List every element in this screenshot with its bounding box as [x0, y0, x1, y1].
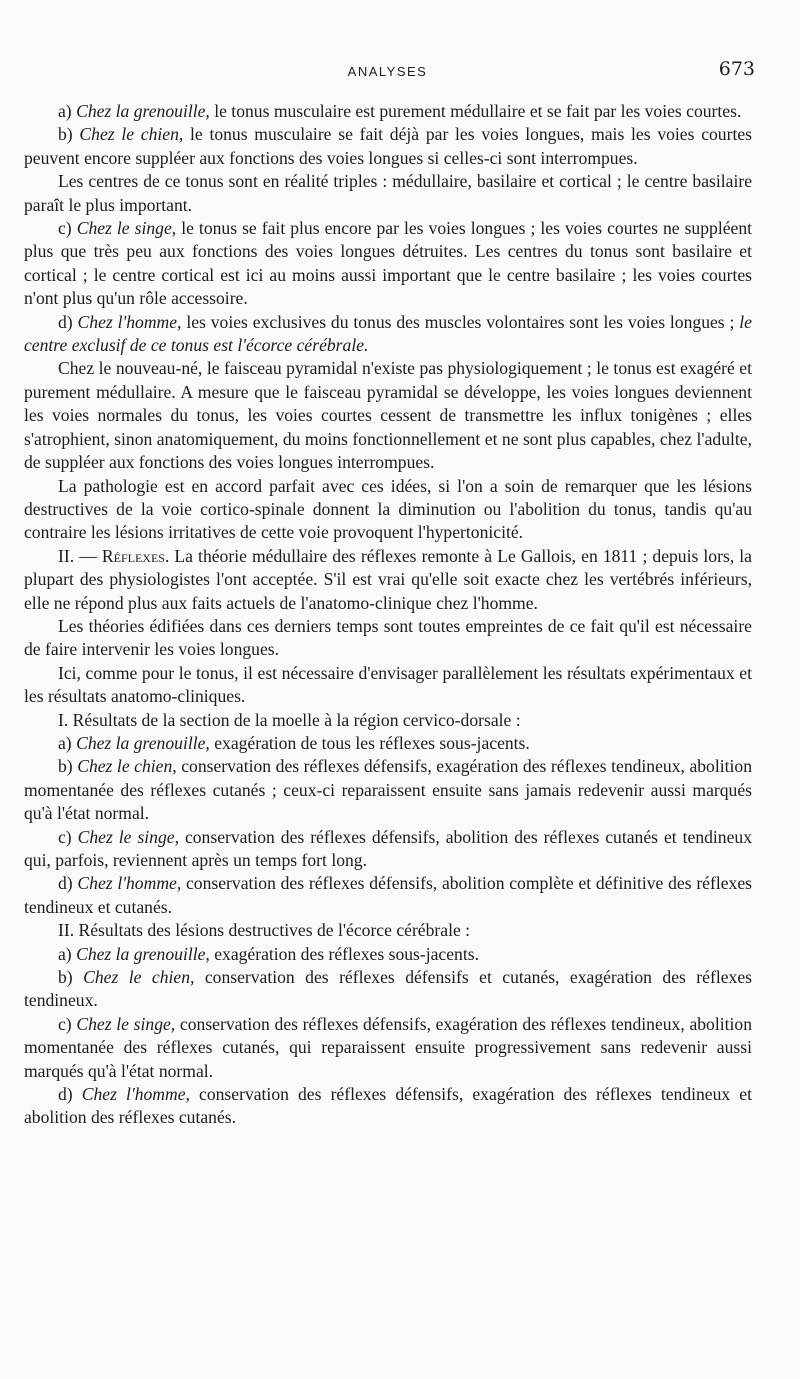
paragraph [24, 170, 752, 217]
paragraph-text: II. Résultats des lésions destructives de l'écorce cérébrale : [58, 920, 471, 941]
italic-phrase: Chez le chien, [83, 967, 195, 988]
paragraph [24, 217, 752, 311]
body-text [24, 100, 752, 1130]
paragraph [24, 919, 752, 942]
paragraph [24, 311, 752, 358]
item-marker: c) [58, 1013, 77, 1034]
italic-phrase: Chez l'homme, [81, 1084, 190, 1105]
italic-phrase: Chez la grenouille, [76, 943, 210, 964]
paragraph [24, 966, 752, 1013]
paragraph [24, 943, 752, 966]
italic-phrase: Chez le singe, [76, 218, 177, 239]
paragraph [24, 1083, 752, 1130]
italic-phrase: Chez l'homme, [77, 311, 182, 332]
italic-phrase: Chez le chien, [79, 124, 184, 145]
paragraph [24, 872, 752, 919]
item-marker: c) [58, 218, 77, 239]
paragraph-text: exagération des réflexes sous-jacents. [209, 943, 479, 964]
paragraph-text: conservation des réflexes défensifs, abolition des réflexes cutanés et tendineux qui, parfois, reviennent après un temps fort long. [24, 826, 752, 870]
page-number: 673 [718, 58, 755, 80]
paragraph-text: La pathologie est en accord parfait avec ces idées, si l'on a soin de remarquer que les lésions destructives de la voie cortico-spinale donnent la diminution ou l'abolition du tonus, tandis qu'au contraire les lésions irritatives de cette voie provoquent l'hypertonicité. [24, 475, 752, 543]
italic-phrase: Chez le singe, [77, 826, 179, 847]
item-marker: b) [58, 124, 80, 145]
paragraph-text: Ici, comme pour le tonus, il est nécessaire d'envisager parallèlement les résultats expérimentaux et les résultats anatomo-cliniques. [24, 662, 752, 707]
paragraph-text: Les théories édifiées dans ces derniers temps sont toutes empreintes de ce fait qu'il est nécessaire de faire intervenir les voies longues. [24, 615, 752, 660]
paragraph-text: le tonus musculaire se fait déjà par les voies longues, mais les voies courtes peuvent encore suppléer aux fonctions des voies longues si celles-ci sont interrompues. [24, 124, 752, 168]
paragraph [24, 1013, 752, 1083]
item-marker: a) [58, 101, 77, 121]
item-marker: b) [58, 967, 84, 988]
paragraph-text: I. Résultats de la section de la moelle à la région cervico-dorsale : [58, 709, 521, 730]
paragraph-text: Chez le nouveau-né, le faisceau pyramidal n'existe pas physiologiquement ; le tonus est exagéré et purement médullaire. A mesure que le faisceau pyramidal se développe, les voies longues deviennent les voies normales du tonus, les voies courtes cessent de transmettre les influx tonigènes ; elles s'atrophient, sinon anatomiquement, du moins fonctionnellement et ne sont plus capables, chez l'adulte, de suppléer aux fonctions des voies longues interrompues. [24, 358, 752, 473]
paragraph [24, 826, 752, 873]
italic-phrase: Chez le singe, [76, 1013, 176, 1034]
paragraph-text: conservation des réflexes défensifs, exagération des réflexes tendineux, abolition momentanée des réflexes cutanés ; ceux-ci reparaissent ensuite sans jamais redevenir aussi marqués qu'à l'état normal. [24, 756, 752, 824]
paragraph-text: Les centres de ce tonus sont en réalité triples : médullaire, basilaire et cortical ; le centre basilaire paraît le plus important. [24, 171, 752, 215]
item-marker: d) [58, 873, 78, 894]
italic-phrase: Chez la grenouille, [76, 101, 210, 121]
paragraph-text: le tonus musculaire est purement médullaire et se fait par les voies courtes. [209, 101, 742, 121]
italic-conclusion: le centre exclusif de ce tonus est l'écorce cérébrale. [24, 311, 752, 356]
paragraph [24, 123, 752, 170]
paragraph-text: le tonus se fait plus encore par les voies longues ; les voies courtes ne suppléent plus que très peu aux fonctions des voies longues détruites. Les centres du tonus sont basilaire et cortical ; le centre cortical est ici au moins aussi important que le centre basilaire ; les voies courtes n'ont plus qu'un rôle accessoire. [24, 218, 753, 309]
paragraph-text: les voies exclusives du tonus des muscles volontaires sont les voies longues ; [181, 311, 740, 332]
paragraph [24, 357, 752, 474]
item-marker: b) [58, 756, 78, 777]
item-marker: d) [58, 311, 78, 332]
paragraph [24, 545, 752, 615]
section-number: II. — [58, 545, 102, 566]
page-header [20, 58, 755, 88]
paragraph [24, 732, 752, 755]
italic-phrase: Chez le chien, [77, 756, 177, 777]
item-marker: d) [58, 1084, 82, 1105]
paragraph-text: La théorie médullaire des réflexes remonte à Le Gallois, en 1811 ; depuis lors, la plupart des physiologistes l'ont acceptée. S'il est vrai qu'elle soit exacte chez les vertébrés inférieurs, elle ne répond plus aux faits actuels de l'anatomo-clinique chez l'homme. [24, 545, 752, 613]
paragraph-text: exagération de tous les réflexes sous-jacents. [209, 732, 530, 753]
paragraph [24, 100, 752, 123]
paragraph-text: conservation des réflexes défensifs et cutanés, exagération des réflexes tendineux. [24, 967, 752, 1011]
paragraph [24, 475, 752, 545]
paragraph-text: conservation des réflexes défensifs, exagération des réflexes tendineux et abolition des réflexes cutanés. [24, 1084, 753, 1128]
item-marker: a) [58, 732, 77, 753]
italic-phrase: Chez la grenouille, [76, 732, 210, 753]
paragraph-text: conservation des réflexes défensifs, abolition complète et définitive des réflexes tendineux et cutanés. [24, 873, 752, 917]
paragraph [24, 662, 752, 709]
section-heading: Réflexes. [101, 545, 170, 566]
paragraph [24, 755, 752, 825]
item-marker: c) [58, 826, 78, 847]
paragraph [24, 709, 752, 732]
item-marker: a) [58, 943, 77, 964]
running-title: ANALYSES [347, 64, 428, 79]
paragraph-text: conservation des réflexes défensifs, exagération des réflexes tendineux, abolition momentanée des réflexes cutanés, qui reparaissent ensuite progressivement sans redevenir aussi marqués qu'à l'état normal. [24, 1013, 753, 1081]
italic-phrase: Chez l'homme, [77, 873, 182, 894]
paragraph [24, 615, 752, 662]
